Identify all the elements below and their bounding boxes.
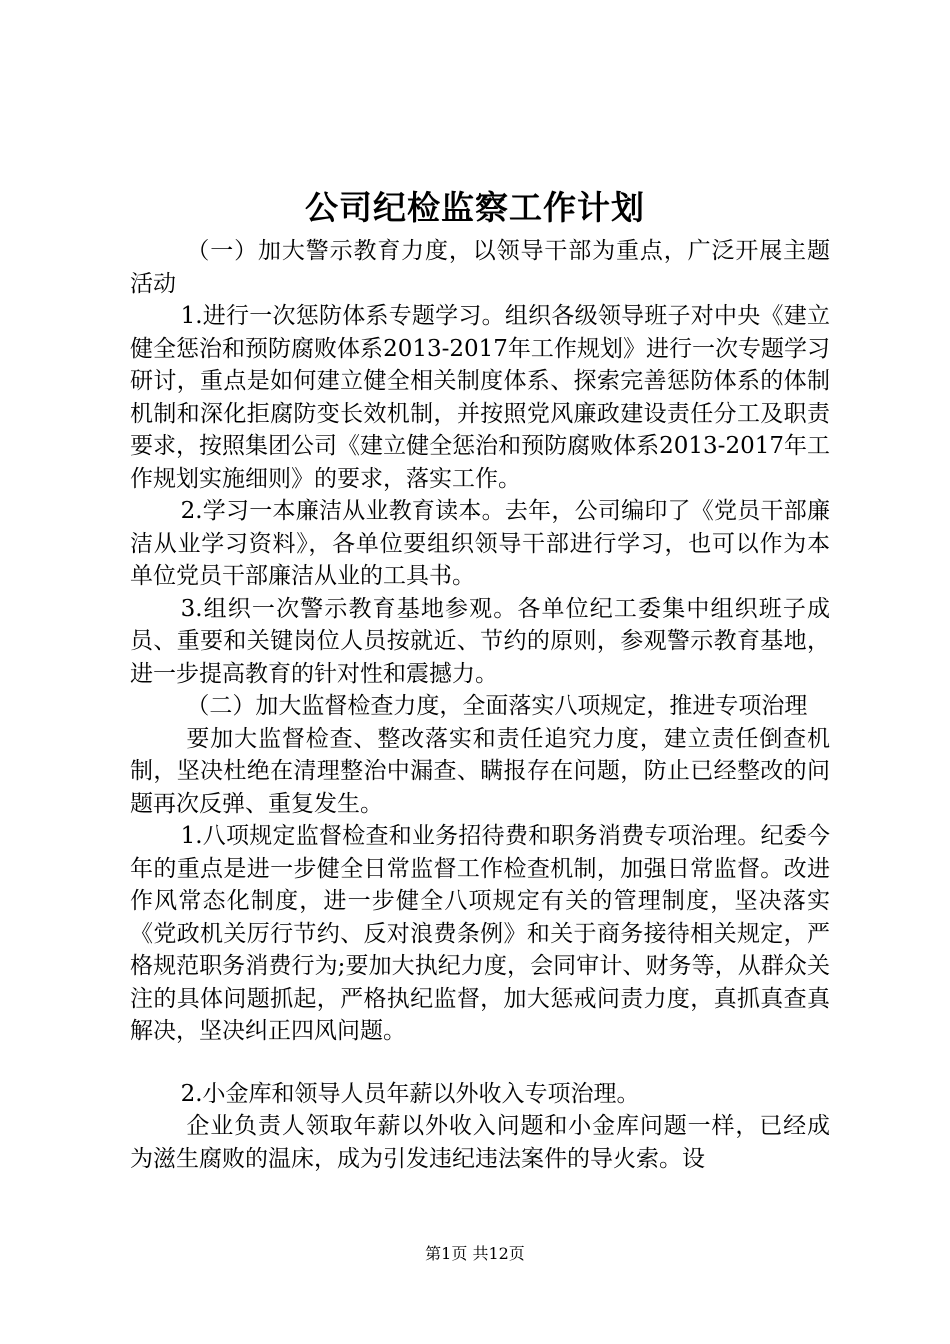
paragraph-item-1: 1.进行一次惩防体系专题学习。组织各级领导班子对中央《建立健全惩治和预防腐败体系2013-2017年工作规划》进行一次专题学习研讨，重点是如何建立健全相关制度体系、探索完善惩防体系的体制机制和深化拒腐防变长效机制，并按照党风廉政建设责任分工及职责要求，按照集团公司《建立健全惩治和预防腐败体系2013-2017年工作规划实施细则》的要求，落实工作。 xyxy=(130,303,830,492)
section-heading-1: （一）加大警示教育力度，以领导干部为重点，广泛开展主题活动 xyxy=(130,238,830,297)
paragraph-item-5: 2.小金库和领导人员年薪以外收入专项治理。 xyxy=(180,1080,640,1107)
document-title: 公司纪检监察工作计划 xyxy=(305,188,645,227)
page-footer: 第1页 共12页 xyxy=(425,1244,525,1263)
document-body xyxy=(130,235,830,1175)
paragraph-intro: 要加大监督检查、整改落实和责任追究力度，建立责任倒查机制，坚决杜绝在清理整治中漏查、瞒报存在问题，防止已经整改的问题再次反弹、重复发生。 xyxy=(130,725,830,817)
paragraph-item-3: 3.组织一次警示教育基地参观。各单位纪工委集中组织班子成员、重要和关键岗位人员按就近、节约的原则，参观警示教育基地，进一步提高教育的针对性和震撼力。 xyxy=(130,595,830,687)
paragraph-item-6: 企业负责人领取年薪以外收入问题和小金库问题一样，已经成为滋生腐败的温床，成为引发违纪违法案件的导火索。设 xyxy=(130,1113,830,1172)
section-heading-2: （二）加大监督检查力度，全面落实八项规定，推进专项治理 xyxy=(186,693,808,719)
paragraph-item-4: 1.八项规定监督检查和业务招待费和职务消费专项治理。纪委今年的重点是进一步健全日常监督工作检查机制，加强日常监督。改进作风常态化制度，进一步健全八项规定有关的管理制度，坚决落实《党政机关厉行节约、反对浪费条例》和关于商务接待相关规定，严格规范职务消费行为;要加大执纪力度，会同审计、财务等，从群众关注的具体问题抓起，严格执纪监督，加大惩戒问责力度，真抓真查真解决，坚决纠正四风问题。 xyxy=(130,823,830,1044)
paragraph-item-2: 2.学习一本廉洁从业教育读本。去年，公司编印了《党员干部廉洁从业学习资料》，各单位要组织领导干部进行学习，也可以作为本单位党员干部廉洁从业的工具书。 xyxy=(130,498,830,589)
